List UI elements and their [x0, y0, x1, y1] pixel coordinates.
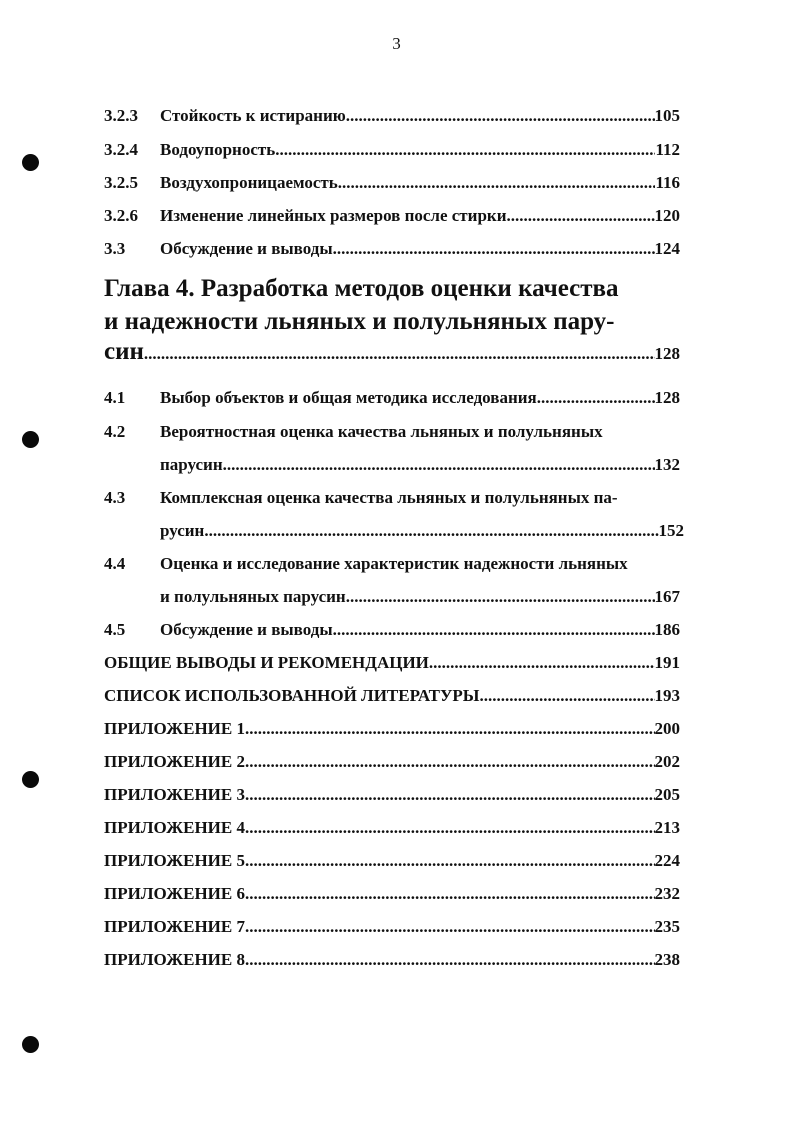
- toc-title: ПРИЛОЖЕНИЕ 3: [104, 785, 245, 804]
- chapter-heading-line: Глава 4. Разработка методов оценки качества: [104, 275, 619, 302]
- toc-entry[interactable]: [104, 916, 680, 938]
- toc-number: 3.2.4: [104, 140, 138, 159]
- punch-hole-icon: [22, 154, 39, 171]
- toc-title: Водоупорность: [160, 140, 276, 159]
- toc-page: 105: [654, 106, 680, 125]
- toc-title: СПИСОК ИСПОЛЬЗОВАННОЙ ЛИТЕРАТУРЫ: [104, 686, 480, 705]
- toc-title: ПРИЛОЖЕНИЕ 7: [104, 917, 245, 936]
- toc-title: ПРИЛОЖЕНИЕ 5: [104, 851, 245, 870]
- toc-entry[interactable]: [104, 652, 680, 674]
- toc-page: 193: [654, 686, 680, 705]
- toc-entry[interactable]: [104, 883, 680, 905]
- toc-page: 191: [654, 653, 680, 672]
- toc-entry[interactable]: [104, 685, 680, 707]
- toc-title: Комплексная оценка качества льняных и полульняных па-: [160, 488, 618, 507]
- toc-page: 128: [654, 388, 680, 407]
- toc-title: ПРИЛОЖЕНИЕ 2: [104, 752, 245, 771]
- toc-number: 3.2.5: [104, 173, 138, 192]
- toc-leader: [338, 172, 656, 194]
- toc-entry[interactable]: [104, 172, 680, 194]
- toc-entry[interactable]: [104, 850, 680, 872]
- toc-page: 124: [654, 239, 680, 258]
- toc-leader: [537, 387, 655, 409]
- toc-entry-continuation[interactable]: [160, 520, 684, 542]
- punch-hole-icon: [22, 431, 39, 448]
- toc-number: 4.2: [104, 422, 126, 441]
- toc-entry[interactable]: [104, 817, 680, 839]
- toc-entry[interactable]: [104, 487, 680, 509]
- toc-leader: [245, 916, 655, 938]
- toc-leader: [245, 718, 655, 740]
- toc-leader: [223, 454, 655, 476]
- toc-title: Вероятностная оценка качества льняных и полульняных: [160, 422, 603, 441]
- toc-title: Стойкость к истиранию: [160, 106, 346, 125]
- toc-leader: [245, 784, 655, 806]
- toc-entry[interactable]: [104, 139, 680, 161]
- toc-page: 128: [654, 344, 680, 363]
- toc-title: ОБЩИЕ ВЫВОДЫ И РЕКОМЕНДАЦИИ: [104, 653, 429, 672]
- toc-page: 235: [654, 917, 680, 936]
- toc-leader: [144, 339, 655, 369]
- toc-page: 238: [654, 950, 680, 969]
- toc-number: 4.1: [104, 388, 126, 407]
- toc-leader: [245, 751, 655, 773]
- toc-page: 224: [654, 851, 680, 870]
- toc-entry[interactable]: [104, 784, 680, 806]
- toc-title: Обсуждение и выводы: [160, 620, 333, 639]
- toc-number: 4.3: [104, 488, 126, 507]
- toc-page: 205: [654, 785, 680, 804]
- toc-page: 213: [654, 818, 680, 837]
- toc-page: 116: [655, 173, 680, 192]
- toc-leader: [245, 883, 655, 905]
- toc-number: 3.3: [104, 239, 126, 258]
- toc-entry[interactable]: [104, 751, 680, 773]
- toc-page: 152: [658, 521, 684, 540]
- chapter-heading-line: и надежности льняных и полульняных пару-: [104, 308, 615, 335]
- toc-number: 4.5: [104, 620, 126, 639]
- toc-leader: [429, 652, 655, 674]
- toc-entry[interactable]: [104, 718, 680, 740]
- toc-leader: [346, 586, 655, 608]
- toc-entry-continuation[interactable]: [160, 586, 680, 608]
- punch-hole-icon: [22, 1036, 39, 1053]
- toc-entry[interactable]: [104, 553, 688, 575]
- toc-title-continuation: и полульняных парусин: [160, 587, 346, 606]
- toc-entry[interactable]: [104, 949, 680, 971]
- toc-page: 112: [655, 140, 680, 159]
- toc-entry[interactable]: [104, 421, 680, 443]
- toc-leader: [204, 520, 658, 542]
- toc-entry[interactable]: [104, 105, 680, 127]
- toc-page: 132: [654, 455, 680, 474]
- toc-page: 186: [654, 620, 680, 639]
- toc-leader: [333, 619, 655, 641]
- toc-entry[interactable]: [104, 205, 680, 227]
- toc-title: ПРИЛОЖЕНИЕ 8: [104, 950, 245, 969]
- toc-title: Изменение линейных размеров после стирки: [160, 206, 507, 225]
- toc-title: Выбор объектов и общая методика исследования: [160, 388, 537, 407]
- toc-page: 232: [654, 884, 680, 903]
- toc-number: 3.2.3: [104, 106, 138, 125]
- toc-title: Обсуждение и выводы: [160, 239, 333, 258]
- toc-title-continuation: русин: [160, 521, 205, 540]
- toc-entry-continuation[interactable]: [160, 454, 680, 476]
- chapter-heading-entry[interactable]: [104, 337, 680, 369]
- toc-title: ПРИЛОЖЕНИЕ 1: [104, 719, 245, 738]
- toc-entry[interactable]: [104, 387, 680, 409]
- page-number: 3: [392, 34, 401, 53]
- toc-title: Воздухопроницаемость: [160, 173, 338, 192]
- toc-leader: [275, 139, 655, 161]
- toc-number: 4.4: [104, 554, 126, 573]
- toc-title-continuation: парусин: [160, 455, 223, 474]
- toc-entry[interactable]: [104, 238, 680, 260]
- toc-page: 167: [654, 587, 680, 606]
- toc-leader: [245, 817, 655, 839]
- toc-leader: [245, 850, 655, 872]
- toc-leader: [507, 205, 655, 227]
- toc-leader: [333, 238, 655, 260]
- punch-hole-icon: [22, 771, 39, 788]
- toc-title: ПРИЛОЖЕНИЕ 4: [104, 818, 245, 837]
- toc-page: 200: [654, 719, 680, 738]
- toc-title: Оценка и исследование характеристик надежности льняных: [160, 554, 628, 573]
- toc-page: 120: [654, 206, 680, 225]
- toc-leader: [480, 685, 655, 707]
- toc-leader: [245, 949, 655, 971]
- toc-title: ПРИЛОЖЕНИЕ 6: [104, 884, 245, 903]
- toc-number: 3.2.6: [104, 206, 138, 225]
- chapter-heading-line: син: [104, 338, 144, 365]
- toc-leader: [346, 105, 655, 127]
- toc-entry[interactable]: [104, 619, 680, 641]
- toc-page: 202: [654, 752, 680, 771]
